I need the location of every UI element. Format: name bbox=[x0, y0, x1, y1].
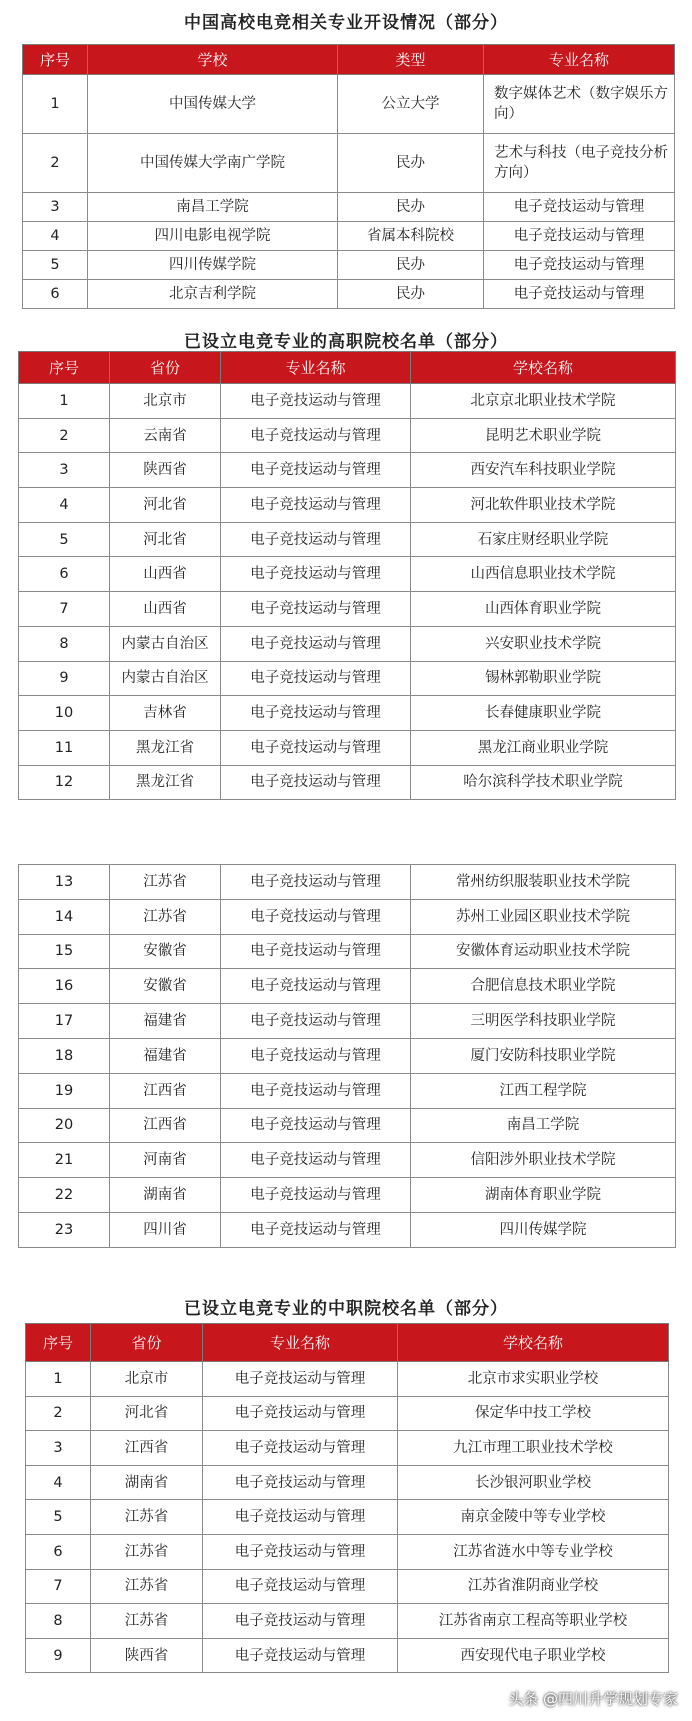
cell-school: 南昌工学院 bbox=[411, 1108, 676, 1143]
university-esports-table bbox=[22, 44, 675, 309]
cell-school: 三明医学科技职业学院 bbox=[411, 1004, 676, 1039]
cell-index: 2 bbox=[26, 1396, 91, 1431]
cell-school: 南昌工学院 bbox=[88, 193, 338, 222]
cell-major: 电子竞技运动与管理 bbox=[221, 626, 411, 661]
cell-major: 电子竞技运动与管理 bbox=[221, 661, 411, 696]
cell-major: 电子竞技运动与管理 bbox=[221, 557, 411, 592]
cell-index: 9 bbox=[19, 661, 110, 696]
cell-index: 5 bbox=[26, 1500, 91, 1535]
cell-school: 南京金陵中等专业学校 bbox=[398, 1500, 669, 1535]
header-major: 专业名称 bbox=[203, 1324, 398, 1362]
cell-province: 江苏省 bbox=[91, 1604, 203, 1639]
cell-major: 电子竞技运动与管理 bbox=[221, 1212, 411, 1247]
cell-province: 江苏省 bbox=[91, 1500, 203, 1535]
cell-index: 4 bbox=[19, 488, 110, 523]
table-row bbox=[19, 696, 676, 731]
cell-school: 石家庄财经职业学院 bbox=[411, 522, 676, 557]
cell-index: 20 bbox=[19, 1108, 110, 1143]
table-row bbox=[26, 1569, 669, 1604]
cell-index: 6 bbox=[26, 1534, 91, 1569]
cell-major: 电子竞技运动与管理 bbox=[203, 1362, 398, 1397]
cell-type: 民办 bbox=[338, 251, 484, 280]
table-row bbox=[19, 765, 676, 800]
table-row bbox=[19, 661, 676, 696]
cell-province: 陕西省 bbox=[110, 453, 221, 488]
cell-school: 常州纺织服装职业技术学院 bbox=[411, 865, 676, 900]
table-row bbox=[19, 418, 676, 453]
table-row bbox=[19, 592, 676, 627]
cell-major: 电子竞技运动与管理 bbox=[221, 488, 411, 523]
table-row bbox=[19, 488, 676, 523]
cell-major: 电子竞技运动与管理 bbox=[221, 969, 411, 1004]
cell-major: 电子竞技运动与管理 bbox=[221, 384, 411, 419]
cell-major: 电子竞技运动与管理 bbox=[221, 899, 411, 934]
cell-major: 电子竞技运动与管理 bbox=[484, 280, 675, 309]
cell-major: 电子竞技运动与管理 bbox=[221, 418, 411, 453]
header-school: 学校名称 bbox=[398, 1324, 669, 1362]
cell-major: 电子竞技运动与管理 bbox=[221, 1108, 411, 1143]
header-index: 序号 bbox=[19, 352, 110, 384]
cell-index: 5 bbox=[19, 522, 110, 557]
cell-index: 2 bbox=[23, 134, 88, 193]
cell-province: 河北省 bbox=[110, 522, 221, 557]
table-row bbox=[26, 1362, 669, 1397]
header-school: 学校名称 bbox=[411, 352, 676, 384]
table-row bbox=[19, 557, 676, 592]
cell-major: 电子竞技运动与管理 bbox=[203, 1534, 398, 1569]
cell-province: 安徽省 bbox=[110, 934, 221, 969]
cell-index: 3 bbox=[19, 453, 110, 488]
cell-major: 电子竞技运动与管理 bbox=[221, 865, 411, 900]
cell-major: 电子竞技运动与管理 bbox=[203, 1396, 398, 1431]
cell-major: 电子竞技运动与管理 bbox=[221, 522, 411, 557]
cell-index: 7 bbox=[19, 592, 110, 627]
cell-province: 江西省 bbox=[91, 1431, 203, 1466]
cell-province: 云南省 bbox=[110, 418, 221, 453]
cell-province: 内蒙古自治区 bbox=[110, 661, 221, 696]
cell-index: 8 bbox=[26, 1604, 91, 1639]
cell-province: 河北省 bbox=[91, 1396, 203, 1431]
table-row bbox=[19, 1143, 676, 1178]
cell-school: 长沙银河职业学校 bbox=[398, 1465, 669, 1500]
cell-type: 民办 bbox=[338, 193, 484, 222]
cell-major: 电子竞技运动与管理 bbox=[221, 730, 411, 765]
cell-school: 锡林郭勒职业学院 bbox=[411, 661, 676, 696]
cell-major: 电子竞技运动与管理 bbox=[484, 222, 675, 251]
table-row bbox=[23, 75, 675, 134]
cell-major: 电子竞技运动与管理 bbox=[484, 251, 675, 280]
table-row bbox=[23, 134, 675, 193]
table-row bbox=[19, 1212, 676, 1247]
table-row bbox=[19, 1073, 676, 1108]
cell-index: 22 bbox=[19, 1178, 110, 1213]
cell-province: 黑龙江省 bbox=[110, 730, 221, 765]
cell-index: 4 bbox=[26, 1465, 91, 1500]
table-row bbox=[23, 280, 675, 309]
cell-province: 江西省 bbox=[110, 1073, 221, 1108]
table-row bbox=[19, 453, 676, 488]
cell-index: 1 bbox=[23, 75, 88, 134]
table-row bbox=[19, 384, 676, 419]
table-row bbox=[26, 1500, 669, 1535]
cell-index: 12 bbox=[19, 765, 110, 800]
cell-major: 电子竞技运动与管理 bbox=[221, 696, 411, 731]
cell-province: 湖南省 bbox=[91, 1465, 203, 1500]
cell-school: 四川电影电视学院 bbox=[88, 222, 338, 251]
cell-index: 21 bbox=[19, 1143, 110, 1178]
table-row bbox=[19, 865, 676, 900]
cell-province: 江苏省 bbox=[110, 865, 221, 900]
cell-province: 江苏省 bbox=[110, 899, 221, 934]
cell-index: 3 bbox=[23, 193, 88, 222]
cell-province: 北京市 bbox=[110, 384, 221, 419]
cell-major: 电子竞技运动与管理 bbox=[221, 592, 411, 627]
cell-school: 兴安职业技术学院 bbox=[411, 626, 676, 661]
cell-school: 信阳涉外职业技术学院 bbox=[411, 1143, 676, 1178]
cell-province: 吉林省 bbox=[110, 696, 221, 731]
cell-major: 电子竞技运动与管理 bbox=[203, 1638, 398, 1673]
cell-index: 5 bbox=[23, 251, 88, 280]
cell-school: 黑龙江商业职业学院 bbox=[411, 730, 676, 765]
table-row bbox=[26, 1604, 669, 1639]
table-row bbox=[19, 1108, 676, 1143]
cell-index: 15 bbox=[19, 934, 110, 969]
cell-school: 江西工程学院 bbox=[411, 1073, 676, 1108]
cell-major: 艺术与科技（电子竞技分析方向） bbox=[484, 134, 675, 193]
table-row bbox=[19, 626, 676, 661]
cell-major: 电子竞技运动与管理 bbox=[221, 1178, 411, 1213]
cell-type: 省属本科院校 bbox=[338, 222, 484, 251]
cell-province: 河北省 bbox=[110, 488, 221, 523]
cell-major: 电子竞技运动与管理 bbox=[203, 1569, 398, 1604]
table-row bbox=[26, 1638, 669, 1673]
vocational-college-table bbox=[18, 351, 676, 800]
cell-major: 电子竞技运动与管理 bbox=[484, 193, 675, 222]
cell-index: 8 bbox=[19, 626, 110, 661]
table-row bbox=[23, 193, 675, 222]
cell-index: 9 bbox=[26, 1638, 91, 1673]
cell-index: 6 bbox=[19, 557, 110, 592]
cell-type: 民办 bbox=[338, 134, 484, 193]
cell-major: 电子竞技运动与管理 bbox=[221, 1143, 411, 1178]
cell-type: 民办 bbox=[338, 280, 484, 309]
cell-index: 23 bbox=[19, 1212, 110, 1247]
cell-index: 3 bbox=[26, 1431, 91, 1466]
cell-school: 河北软件职业技术学院 bbox=[411, 488, 676, 523]
header-index: 序号 bbox=[23, 45, 88, 75]
cell-province: 安徽省 bbox=[110, 969, 221, 1004]
header-major: 专业名称 bbox=[484, 45, 675, 75]
header-major: 专业名称 bbox=[221, 352, 411, 384]
cell-school: 北京吉利学院 bbox=[88, 280, 338, 309]
cell-school: 山西体育职业学院 bbox=[411, 592, 676, 627]
cell-index: 11 bbox=[19, 730, 110, 765]
cell-school: 保定华中技工学校 bbox=[398, 1396, 669, 1431]
cell-major: 数字媒体艺术（数字娱乐方向） bbox=[484, 75, 675, 134]
table3-title: 已设立电竞专业的中职院校名单（部分） bbox=[184, 1299, 508, 1319]
header-province: 省份 bbox=[110, 352, 221, 384]
vocational-college-table-continued bbox=[18, 864, 676, 1248]
header-index: 序号 bbox=[26, 1324, 91, 1362]
table-row bbox=[19, 522, 676, 557]
table-row bbox=[23, 251, 675, 280]
cell-index: 7 bbox=[26, 1569, 91, 1604]
cell-major: 电子竞技运动与管理 bbox=[221, 1038, 411, 1073]
cell-index: 4 bbox=[23, 222, 88, 251]
cell-school: 西安现代电子职业学校 bbox=[398, 1638, 669, 1673]
cell-province: 湖南省 bbox=[110, 1178, 221, 1213]
cell-index: 14 bbox=[19, 899, 110, 934]
cell-school: 山西信息职业技术学院 bbox=[411, 557, 676, 592]
cell-province: 福建省 bbox=[110, 1004, 221, 1039]
cell-province: 黑龙江省 bbox=[110, 765, 221, 800]
cell-school: 江苏省涟水中等专业学校 bbox=[398, 1534, 669, 1569]
table-row bbox=[19, 1038, 676, 1073]
cell-major: 电子竞技运动与管理 bbox=[203, 1465, 398, 1500]
cell-index: 16 bbox=[19, 969, 110, 1004]
table1-title: 中国高校电竞相关专业开设情况（部分） bbox=[184, 13, 508, 33]
header-school: 学校 bbox=[88, 45, 338, 75]
cell-school: 北京京北职业技术学院 bbox=[411, 384, 676, 419]
cell-index: 17 bbox=[19, 1004, 110, 1039]
table-row bbox=[19, 934, 676, 969]
table-row bbox=[19, 899, 676, 934]
table2-title: 已设立电竞专业的高职院校名单（部分） bbox=[184, 332, 508, 352]
cell-province: 江西省 bbox=[110, 1108, 221, 1143]
cell-school: 苏州工业园区职业技术学院 bbox=[411, 899, 676, 934]
cell-province: 四川省 bbox=[110, 1212, 221, 1247]
cell-major: 电子竞技运动与管理 bbox=[221, 1004, 411, 1039]
cell-index: 1 bbox=[26, 1362, 91, 1397]
cell-index: 1 bbox=[19, 384, 110, 419]
cell-major: 电子竞技运动与管理 bbox=[203, 1500, 398, 1535]
cell-province: 河南省 bbox=[110, 1143, 221, 1178]
cell-school: 哈尔滨科学技术职业学院 bbox=[411, 765, 676, 800]
cell-province: 北京市 bbox=[91, 1362, 203, 1397]
table-row bbox=[19, 1178, 676, 1213]
cell-school: 安徽体育运动职业技术学院 bbox=[411, 934, 676, 969]
header-province: 省份 bbox=[91, 1324, 203, 1362]
table-row bbox=[19, 730, 676, 765]
table-row bbox=[19, 969, 676, 1004]
cell-major: 电子竞技运动与管理 bbox=[203, 1431, 398, 1466]
cell-province: 福建省 bbox=[110, 1038, 221, 1073]
cell-index: 10 bbox=[19, 696, 110, 731]
cell-school: 北京市求实职业学校 bbox=[398, 1362, 669, 1397]
cell-major: 电子竞技运动与管理 bbox=[221, 765, 411, 800]
cell-school: 厦门安防科技职业学院 bbox=[411, 1038, 676, 1073]
table-row bbox=[19, 1004, 676, 1039]
cell-school: 中国传媒大学南广学院 bbox=[88, 134, 338, 193]
cell-province: 内蒙古自治区 bbox=[110, 626, 221, 661]
watermark: 头条 @四川升学规划专家 bbox=[508, 1690, 678, 1708]
cell-school: 中国传媒大学 bbox=[88, 75, 338, 134]
cell-province: 山西省 bbox=[110, 557, 221, 592]
cell-school: 长春健康职业学院 bbox=[411, 696, 676, 731]
table-row bbox=[26, 1396, 669, 1431]
cell-index: 6 bbox=[23, 280, 88, 309]
cell-province: 陕西省 bbox=[91, 1638, 203, 1673]
cell-province: 江苏省 bbox=[91, 1534, 203, 1569]
cell-index: 2 bbox=[19, 418, 110, 453]
cell-major: 电子竞技运动与管理 bbox=[203, 1604, 398, 1639]
cell-school: 湖南体育职业学院 bbox=[411, 1178, 676, 1213]
cell-index: 18 bbox=[19, 1038, 110, 1073]
cell-school: 西安汽车科技职业学院 bbox=[411, 453, 676, 488]
cell-major: 电子竞技运动与管理 bbox=[221, 934, 411, 969]
cell-school: 江苏省南京工程高等职业学校 bbox=[398, 1604, 669, 1639]
secondary-vocational-table bbox=[25, 1323, 669, 1673]
cell-province: 山西省 bbox=[110, 592, 221, 627]
cell-school: 四川传媒学院 bbox=[411, 1212, 676, 1247]
cell-school: 合肥信息技术职业学院 bbox=[411, 969, 676, 1004]
cell-school: 九江市理工职业技术学校 bbox=[398, 1431, 669, 1466]
table-row bbox=[26, 1534, 669, 1569]
cell-school: 江苏省淮阴商业学校 bbox=[398, 1569, 669, 1604]
cell-province: 江苏省 bbox=[91, 1569, 203, 1604]
cell-type: 公立大学 bbox=[338, 75, 484, 134]
header-type: 类型 bbox=[338, 45, 484, 75]
cell-index: 19 bbox=[19, 1073, 110, 1108]
cell-major: 电子竞技运动与管理 bbox=[221, 1073, 411, 1108]
table-row bbox=[26, 1465, 669, 1500]
table-row bbox=[26, 1431, 669, 1466]
table-row bbox=[23, 222, 675, 251]
cell-index: 13 bbox=[19, 865, 110, 900]
cell-school: 四川传媒学院 bbox=[88, 251, 338, 280]
cell-school: 昆明艺术职业学院 bbox=[411, 418, 676, 453]
cell-major: 电子竞技运动与管理 bbox=[221, 453, 411, 488]
